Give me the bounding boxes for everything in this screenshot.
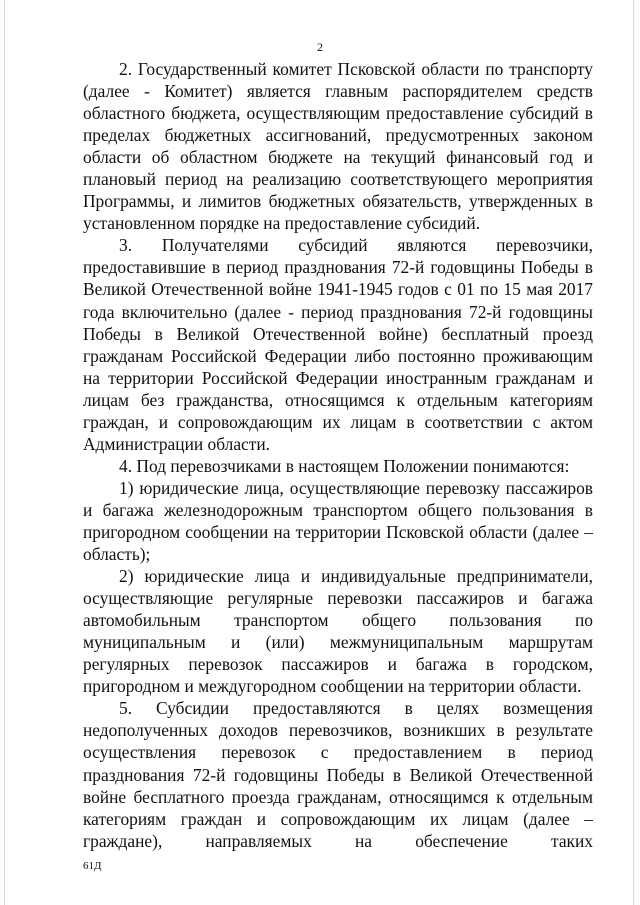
page-edge-right — [633, 0, 634, 905]
paragraph-4: 4. Под перевозчиками в настоящем Положении понимаются: — [119, 455, 570, 476]
page-edge-left — [4, 0, 5, 905]
paragraph-2: 2. Государственный комитет Псковской области по транспорту (далее - Комитет) является главным распорядителем средств областного бюджета, осуществляющим предоставление субсидий в пределах бюджетных ассигнований, предусмотренных законом области об областном бюджете на текущий финансовый год и плановый период на реализацию соответствующего мероприятия Программы, и лимитов бюджетных обязательств, утвержденных в установленном порядке на предоставление субсидий. — [83, 59, 593, 234]
document-body — [83, 58, 593, 852]
paragraph-5: 5. Субсидии предоставляются в целях возмещения недополученных доходов перевозчиков, возникших в результате осуществления перевозок с предоставлением в период празднования 72-й годовщины Победы в Великой Отечественной войне бесплатного проезда гражданам, относящимся к отдельным категориям граждан и сопровождающим их лицам (далее – граждане), направляемых на обеспечение таких — [83, 698, 593, 851]
footer-document-code: 61Д — [83, 860, 102, 872]
paragraph-4-item-1: 1) юридические лица, осуществляющие перевозку пассажиров и багажа железнодорожным транспортом общего пользования в пригородном сообщении на территории Псковской области (далее – область); — [83, 477, 593, 565]
page-number: 2 — [317, 40, 323, 54]
paragraph-4-item-2: 2) юридические лица и индивидуальные предприниматели, осуществляющие регулярные перевозки пассажиров и багажа автомобильным транспортом общего пользования по муниципальным и (или) межмуниципальным маршрутам регулярных перевозок пассажиров и багажа в городском, пригородном и междугородном сообщении на территории области. — [83, 566, 593, 697]
paragraph-3: 3. Получателями субсидий являются перевозчики, предоставившие в период празднования 72-й годовщины Победы в Великой Отечественной войне 1941-1945 годов с 01 по 15 мая 2017 года включительно (далее - период празднования 72-й годовщины Победы в Великой Отечественной войне) бесплатный проезд гражданам Российской Федерации либо постоянно проживающим на территории Российской Федерации иностранным гражданам и лицам без гражданства, относящимся к отдельным категориям граждан, и сопровождающим их лицам в соответствии с актом Администрации области. — [83, 235, 593, 454]
